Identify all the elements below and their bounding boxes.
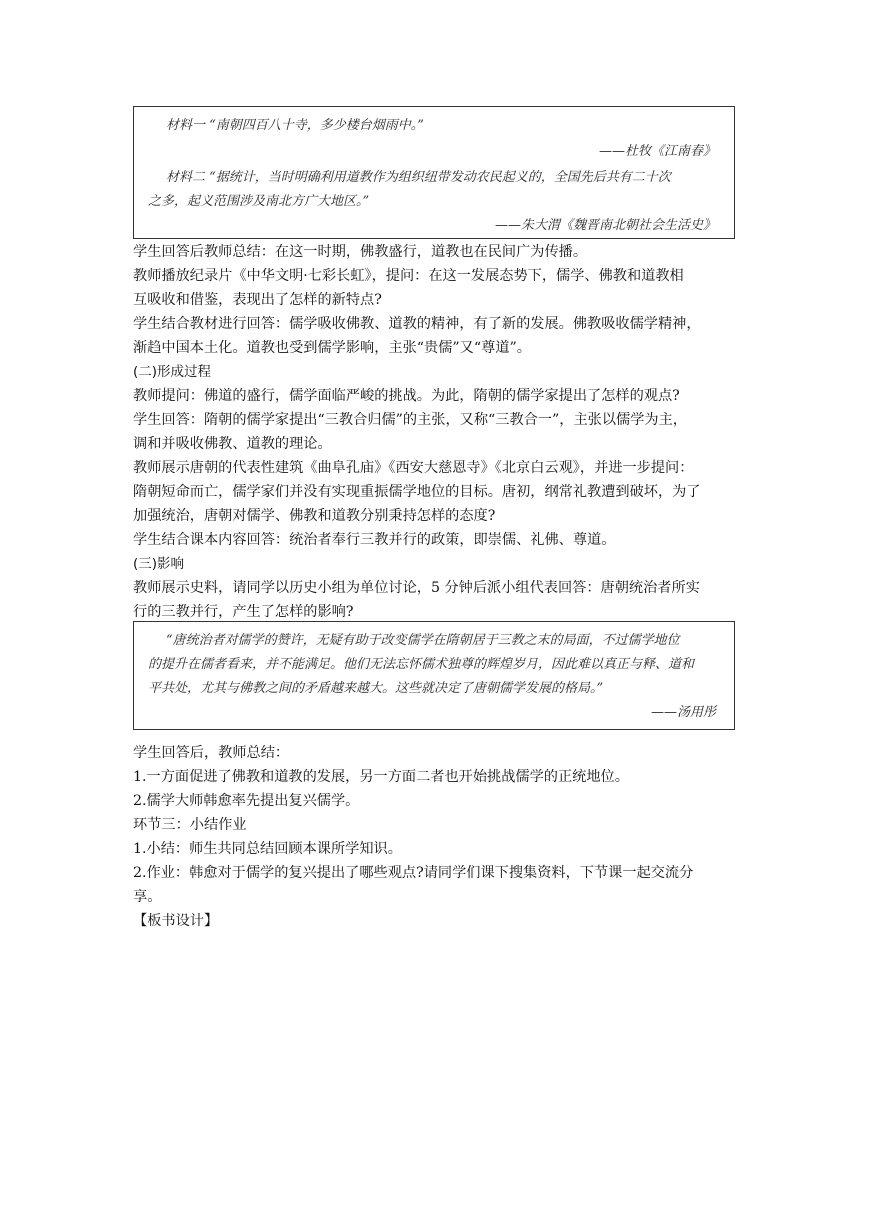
material-quote-box-1: [133, 106, 735, 239]
paragraph-line: 学生回答：隋朝的儒学家提出“三教合归儒”的主张，又称“三教合一”，主张以儒学为主，: [133, 412, 687, 428]
section-heading-summary: 环节三：小结作业: [133, 817, 247, 833]
paragraph-line: 享。: [133, 889, 162, 905]
material-1-source: ——杜牧《江南春》: [598, 144, 716, 159]
paragraph-line: 2.作业：韩愈对于儒学的复兴提出了哪些观点?请同学们课下搜集资料，下节课一起交流分: [133, 865, 694, 881]
paragraph-line: 教师播放纪录片《中华文明·七彩长虹》，提问：在这一发展态势下，儒学、佛教和道教相: [133, 268, 684, 284]
material-2-text-line-1: 材料二 “据统计，当时明确利用道教作为组织纽带发动农民起义的，全国先后共有二十次: [166, 170, 671, 185]
quote-source: ——汤用彤: [650, 705, 716, 720]
paragraph-line: 1.小结：师生共同总结回顾本课所学知识。: [133, 841, 402, 857]
quote-line-2: 的提升在儒者看来，并不能满足。他们无法忘怀儒术独尊的辉煌岁月，因此难以真正与释、道和: [148, 657, 695, 672]
paragraph-line: 调和并吸收佛教、道教的理论。: [133, 436, 332, 452]
board-design-heading: 【板书设计】: [133, 913, 219, 929]
section-heading-formation: (二)形成过程: [133, 364, 212, 380]
paragraph-line: 学生结合教材进行回答：儒学吸收佛教、道教的精神，有了新的发展。佛教吸收儒学精神，: [133, 316, 701, 332]
paragraph-line: 教师展示史料，请同学以历史小组为单位讨论，5 分钟后派小组代表回答：唐朝统治者所实: [133, 580, 700, 596]
paragraph-line: 渐趋中国本土化。道教也受到儒学影响，主张“贵儒”又“尊道”。: [133, 340, 531, 356]
paragraph-line: 隋朝短命而亡，儒学家们并没有实现重振儒学地位的目标。唐初，纲常礼教遭到破坏，为了: [133, 484, 701, 500]
paragraph-line: 1.一方面促进了佛教和道教的发展，另一方面二者也开始挑战儒学的正统地位。: [133, 769, 629, 785]
paragraph-line: 互吸收和借鉴，表现出了怎样的新特点?: [133, 292, 382, 308]
material-1-text: 材料一 “南朝四百八十寺，多少楼台烟雨中。”: [166, 118, 424, 133]
paragraph-line: 加强统治，唐朝对儒学、佛教和道教分别秉持怎样的态度?: [133, 508, 496, 524]
material-quote-box-2: [133, 621, 735, 730]
paragraph-line: 教师展示唐朝的代表性建筑《曲阜孔庙》《西安大慈恩寺》《北京白云观》，并进一步提问：: [133, 460, 694, 476]
paragraph-line: 学生回答后，教师总结：: [133, 745, 290, 761]
material-2-source: ——朱大渭《魏晋南北朝社会生活史》: [494, 218, 716, 233]
quote-line-3: 平共处，尤其与佛教之间的矛盾越来越大。这些就决定了唐朝儒学发展的格局。”: [148, 681, 604, 696]
material-2-text-line-2: 之多，起义范围涉及南北方广大地区。”: [148, 194, 370, 209]
paragraph-line: 2.儒学大师韩愈率先提出复兴儒学。: [133, 793, 360, 809]
quote-line-1: “唐统治者对儒学的赞许，无疑有助于改变儒学在隋朝居于三教之末的局面，不过儒学地位: [166, 633, 680, 648]
paragraph-line: 学生回答后教师总结：在这一时期，佛教盛行，道教也在民间广为传播。: [133, 244, 588, 260]
paragraph-line: 学生结合课本内容回答：统治者奉行三教并行的政策，即崇儒、礼佛、尊道。: [133, 532, 616, 548]
paragraph-line: 教师提问：佛道的盛行，儒学面临严峻的挑战。为此，隋朝的儒学家提出了怎样的观点?: [133, 388, 680, 404]
paragraph-line: 行的三教并行，产生了怎样的影响?: [133, 604, 354, 620]
section-heading-influence: (三)影响: [133, 556, 185, 572]
